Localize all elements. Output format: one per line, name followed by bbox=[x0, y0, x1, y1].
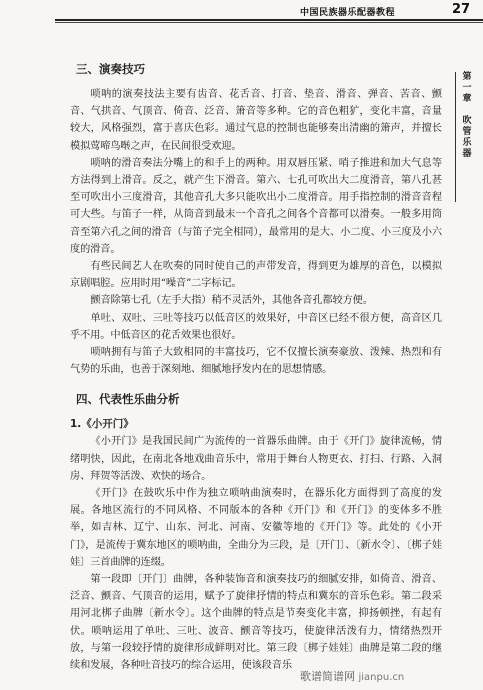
paragraph: 有些民间艺人在吹奏的同时使自己的声带发音，得到更为雄厚的音色，以模拟京剧唱腔。应用时用“噪音”二字标记。 bbox=[70, 261, 442, 290]
site-watermark bbox=[300, 668, 404, 684]
paragraph: 唢呐的滑音奏法分嘴上的和手上的两种。用双唇压紧、哨子推进和加大气息等方法得到上滑音。反之，就产生下滑音。第六、七孔可吹出大二度滑音，第八孔甚至可吹出小三度滑音，其他音孔大多只能吹出小二度滑音。用手指控制的滑音音程可大些。与笛子一样，从筒音到最末一个音孔之间各个音都可以滑奏。一般多用筒音至第六孔之间的滑音（与笛子完全相同），最常用的是大、小二度、小三度及小六度的滑音。 bbox=[70, 157, 442, 255]
watermark-text: 歌谱简谱网 bbox=[300, 670, 355, 683]
page-number: 27 bbox=[452, 2, 471, 17]
paragraph: 《开门》在鼓吹乐中作为独立唢呐曲演奏时，在器乐化方面得到了高度的发展。各地区流行的不同风格、不同版本的各种《开门》和《开门》的变体多不胜举，如吉林、辽宁、山东、河北、河南、安徽等地的《开门》等。此处的《小开门》，是流传于冀东地区的唢呐曲，全曲分为三段，是〔开门〕、〔新水令〕、〔梆子娃娃〕三首曲牌的连缀。 bbox=[70, 488, 442, 568]
subheading-xiaokaimen: 1.《小开门》 bbox=[70, 418, 134, 431]
section-heading-pieces: 四、代表性乐曲分析 bbox=[76, 392, 180, 407]
page-body bbox=[70, 60, 442, 674]
watermark-url: jianpu.cn bbox=[358, 672, 405, 683]
paragraph: 唢呐的演奏技法主要有齿音、花舌音、打音、垫音、滑音、弹音、苦音、颤音、气拱音、气顶音、倚音、泛音、箫音等多种。它的音色粗犷，变化丰富，音量较大，风格强烈，富于喜庆色彩。通过气息的控制也能够奏出清幽的箫声，并擅长模拟莺啼鸟啭之声，在民间很受欢迎。 bbox=[70, 89, 442, 152]
paragraph: 第一段即〔开门〕曲牌，各种装饰音和演奏技巧的细腻安排，如倚音、滑音、泛音、颤音、气顶音的运用，赋予了旋律抒情的特点和冀东的音乐色彩。第二段采用河北梆子曲牌〔新水令〕。这个曲牌的特点是节奏变化丰富，抑扬顿挫，有起有伏。唢呐运用了单吐、三吐、波音、颤音等技巧，使旋律活泼有力，情绪热烈开放，与第一段较抒情的旋律形成鲜明对比。第三段〔梆子娃娃〕曲牌是第二段的继续和发展，各种吐音技巧的综合运用，使该段音乐 bbox=[70, 574, 442, 672]
paragraph: 颤音除第七孔（左手大指）稍不灵活外，其他各音孔都较方便。 bbox=[90, 295, 373, 307]
paragraph: 单吐、双吐、三吐等技巧以低音区的效果好，中音区已经不很方便，高音区几乎不用。中低音区的花舌效果也很好。 bbox=[70, 312, 442, 341]
page-header bbox=[0, 0, 483, 20]
header-rule-thin bbox=[55, 22, 483, 23]
running-title: 中国民族器乐配器教程 bbox=[300, 8, 396, 18]
section-heading-techniques: 三、演奏技巧 bbox=[76, 62, 145, 76]
chapter-side-tab bbox=[455, 72, 480, 202]
side-tab-section: 吹管乐器 bbox=[462, 116, 472, 159]
paragraph: 唢呐拥有与笛子大致相同的丰富技巧，它不仅擅长演奏豪放、泼辣、热烈和有气势的乐曲，也善于深刻地、细腻地抒发内在的思想情感。 bbox=[70, 347, 442, 376]
header-rule bbox=[55, 19, 483, 21]
side-tab-chapter: 第一章 bbox=[462, 72, 472, 104]
paragraph: 《小开门》是我国民间广为流传的一首器乐曲牌。由于《开门》旋律流畅，情绪明快，因此，在南北各地戏曲音乐中，常用于舞台人物更衣、打扫、行路、入洞房、拜贺等活泼、欢快的场合。 bbox=[70, 436, 442, 482]
